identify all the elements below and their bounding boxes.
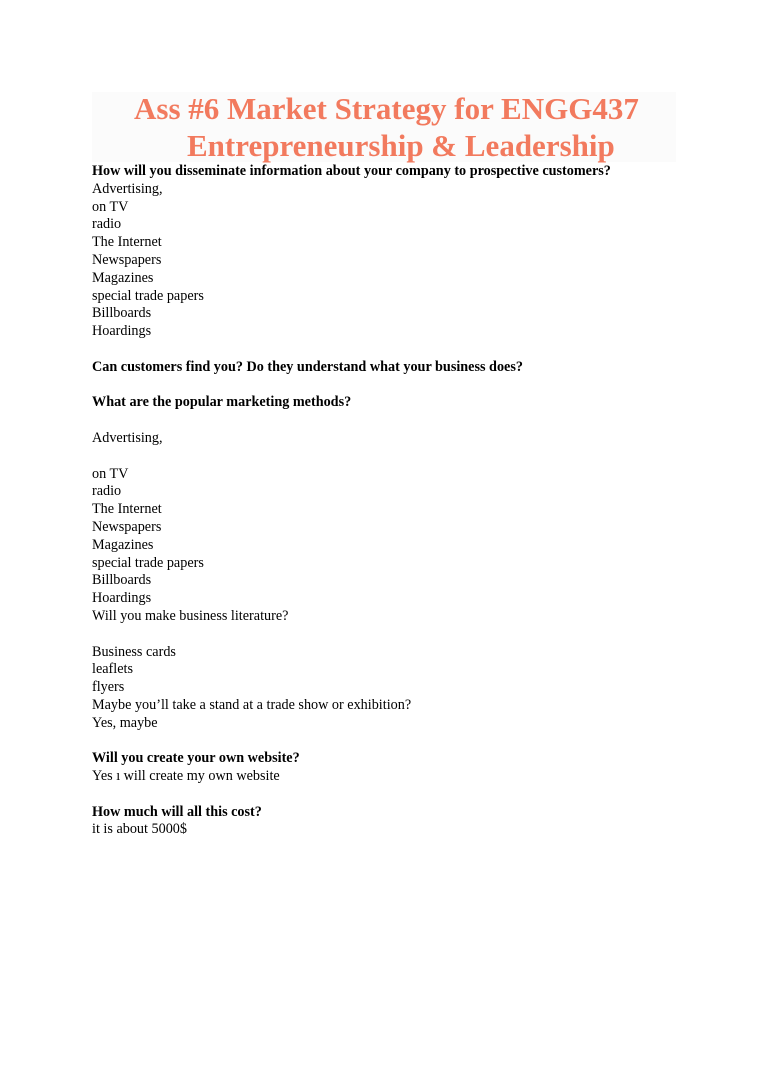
- list-item: Maybe you’ll take a stand at a trade show or exhibition?: [92, 696, 412, 713]
- question-dissemination: How will you disseminate information about your company to prospective customers?: [92, 163, 611, 179]
- paragraph-gap: [92, 733, 692, 751]
- list-item: Will you make business literature?: [92, 607, 289, 624]
- document-title-line-1: Ass #6 Market Strategy for ENGG437: [134, 91, 639, 126]
- list-item: Billboards: [92, 572, 152, 589]
- list-item: special trade papers: [92, 554, 204, 571]
- list-item: special trade papers: [92, 287, 204, 304]
- document-body: [92, 163, 692, 839]
- list-item: Magazines: [92, 536, 154, 553]
- list-item: leaflets: [92, 661, 133, 678]
- list-item: Yes, maybe: [92, 714, 158, 731]
- list-item: The Internet: [92, 234, 162, 251]
- list-item: Business cards: [92, 643, 176, 660]
- list-item: Hoardings: [92, 590, 152, 607]
- title-block: [92, 92, 676, 162]
- answer-website: Yes ı will create my own website: [92, 768, 280, 785]
- list-item: Magazines: [92, 269, 154, 286]
- answer-cost: it is about 5000$: [92, 821, 187, 838]
- list-item: Advertising,: [92, 180, 163, 197]
- list-item: Newspapers: [92, 251, 162, 268]
- list-item: Advertising,: [92, 429, 163, 446]
- document-title-line-2: Entrepreneurship & Leadership: [187, 128, 615, 163]
- paragraph-gap: [92, 377, 692, 395]
- list-item: radio: [92, 216, 122, 233]
- list-item: Hoardings: [92, 323, 152, 340]
- list-item: radio: [92, 483, 122, 500]
- paragraph-gap: [92, 786, 692, 804]
- question-marketing-methods: What are the popular marketing methods?: [92, 394, 352, 411]
- list-item: on TV: [92, 198, 129, 215]
- paragraph-gap: [92, 626, 692, 644]
- list-item: The Internet: [92, 501, 162, 518]
- question-website: Will you create your own website?: [92, 750, 300, 767]
- list-item: Newspapers: [92, 518, 162, 535]
- list-item: flyers: [92, 679, 125, 696]
- question-cost: How much will all this cost?: [92, 803, 262, 820]
- paragraph-gap: [92, 341, 692, 359]
- paragraph-gap: [92, 412, 692, 430]
- paragraph-gap: [92, 448, 692, 466]
- question-find-customers: Can customers find you? Do they understand what your business does?: [92, 358, 523, 375]
- list-item: on TV: [92, 465, 129, 482]
- list-item: Billboards: [92, 305, 152, 322]
